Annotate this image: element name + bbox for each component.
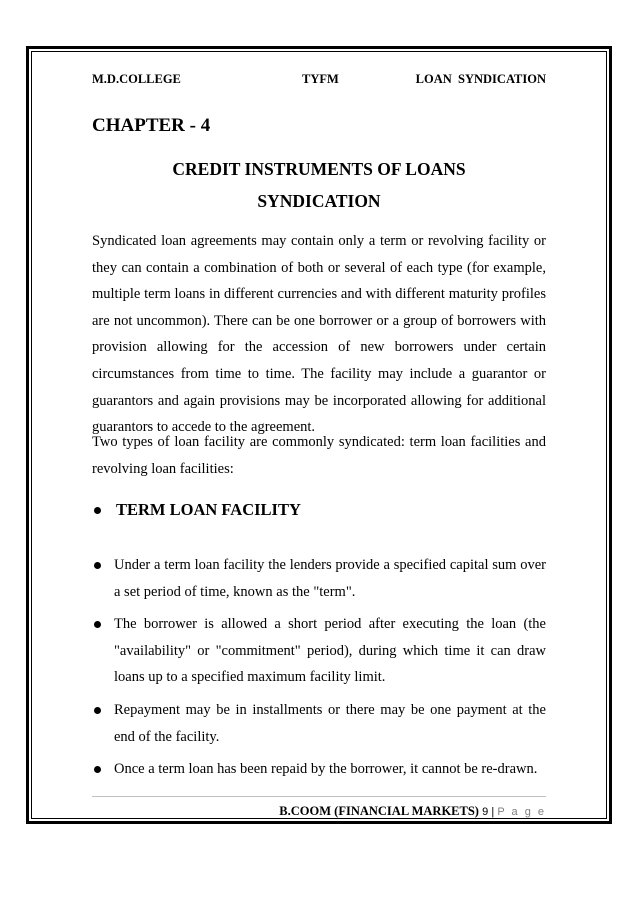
facility-types-paragraph: Two types of loan facility are commonly syndicated: term loan facilities and revolving loan facilities: bbox=[92, 434, 546, 477]
section-bullet bbox=[94, 507, 101, 514]
bullet-icon bbox=[94, 562, 101, 569]
bullet-icon bbox=[94, 707, 101, 714]
bullet-icon bbox=[94, 766, 101, 773]
footer-page-label: P a g e bbox=[497, 806, 546, 818]
chapter-heading: CHAPTER - 4 bbox=[92, 115, 211, 136]
page-footer bbox=[279, 804, 546, 819]
footer-separator: | bbox=[491, 806, 495, 818]
list-item-text: Repayment may be in installments or there may be one payment at the end of the facility. bbox=[114, 701, 546, 745]
list-item bbox=[92, 697, 546, 750]
header-college: M.D.COLLEGE bbox=[92, 72, 181, 86]
header-class: TYFM bbox=[302, 72, 339, 86]
footer-divider bbox=[92, 796, 546, 797]
footer-page-number: 9 bbox=[482, 806, 489, 818]
list-item-text: The borrower is allowed a short period after executing the loan (the "availability" or "commitment" period), during which time it can draw loans up to a specified maximum facility limit. bbox=[114, 616, 546, 686]
section-heading: TERM LOAN FACILITY bbox=[116, 500, 301, 519]
header-topic: LOAN SYNDICATION bbox=[415, 72, 546, 86]
chapter-title-line-2: SYNDICATION bbox=[257, 191, 381, 211]
list-item-text: Once a term loan has been repaid by the borrower, it cannot be re-drawn. bbox=[114, 761, 538, 778]
list-item bbox=[92, 611, 546, 691]
list-item bbox=[92, 552, 546, 605]
term-loan-bullet-list bbox=[92, 552, 546, 789]
list-item bbox=[92, 756, 546, 783]
intro-paragraph: Syndicated loan agreements may contain only a term or revolving facility or they can contain a combination of both or several of each type (for example, multiple term loans in different currencies and with different maturity profiles are not uncommon). There can be one borrower or a group of borrowers with provision allowing for the accession of new borrowers under certain circumstances from time to time. The facility may include a guarantor or guarantors and again provisions may be incorporated allowing for additional guarantors to accede to the agreement. bbox=[92, 233, 546, 436]
chapter-title-line-1: CREDIT INSTRUMENTS OF LOANS bbox=[172, 159, 466, 179]
list-item-text: Under a term loan facility the lenders provide a specified capital sum over a set period of time, known as the "term". bbox=[114, 557, 546, 600]
bullet-icon bbox=[94, 621, 101, 628]
footer-course: B.COOM (FINANCIAL MARKETS) bbox=[279, 804, 479, 818]
